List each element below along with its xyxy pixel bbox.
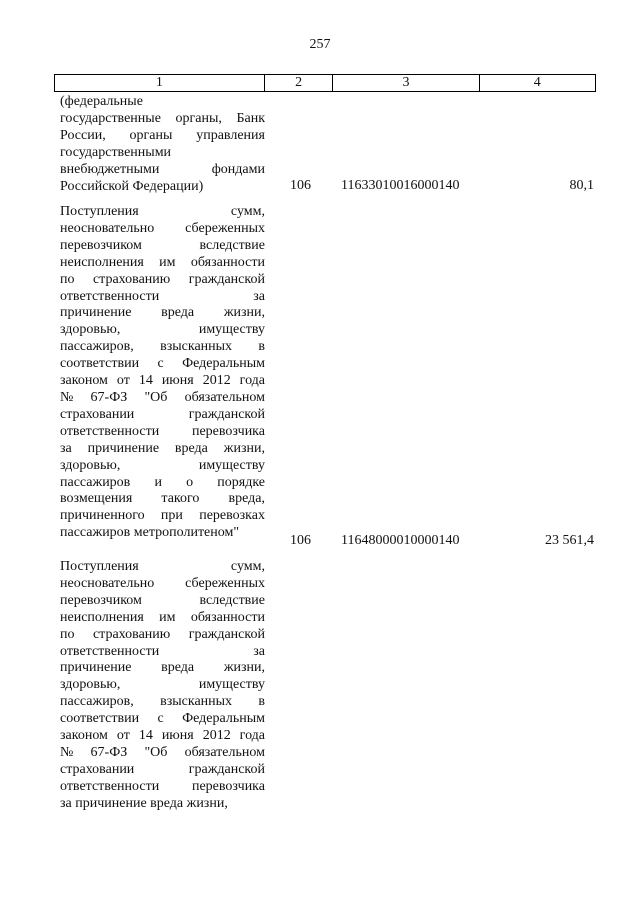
description-line: причинение вреда жизни, [60, 660, 265, 676]
row-code: 106 [290, 533, 311, 548]
description-line: за причинение вреда жизни, [60, 440, 265, 456]
description-line: законом от 14 июня 2012 года [60, 373, 265, 389]
description-line: здоровью, имуществу [60, 457, 265, 473]
description-line: пассажиров и о порядке [60, 474, 265, 490]
description-line: пассажиров, взысканных в [60, 694, 265, 710]
description-line: страховании гражданской [60, 406, 265, 422]
description-line: неисполнения им обязанности [60, 609, 265, 625]
row-kbk: 11648000010000140 [341, 533, 460, 548]
description-line: перевозчиком вследствие [60, 237, 265, 253]
description-line: № 67-ФЗ "Об обязательном [60, 389, 265, 405]
description-line: (федеральные [60, 94, 143, 109]
description-line: Поступления сумм, [60, 559, 265, 574]
row-amount: 23 561,4 [545, 533, 594, 548]
row-description [60, 559, 265, 813]
description-line: причиненного при перевозках [60, 508, 265, 524]
description-line: соответствии с Федеральным [60, 356, 265, 372]
description-line: государственными [60, 144, 172, 160]
description-line: здоровью, имуществу [60, 322, 265, 338]
description-line: № 67-ФЗ "Об обязательном [60, 744, 265, 760]
description-line: пассажиров метрополитеном" [60, 525, 240, 541]
description-line: ответственности перевозчика [60, 423, 265, 439]
description-line: внебюджетными фондами [60, 161, 265, 177]
description-line: ответственности за [60, 288, 265, 304]
description-line: неосновательно сбереженных [60, 220, 265, 236]
column-header-1: 1 [55, 75, 265, 92]
description-line: законом от 14 июня 2012 года [60, 728, 265, 744]
row-code: 106 [290, 178, 311, 193]
description-line: соответствии с Федеральным [60, 711, 265, 727]
column-header-4: 4 [479, 75, 595, 92]
column-header-2: 2 [264, 75, 333, 92]
description-line: причинение вреда жизни, [60, 305, 265, 321]
description-line: по страхованию гражданской [60, 271, 265, 287]
description-line: государственные органы, Банк [60, 110, 265, 126]
description-line: ответственности перевозчика [60, 778, 265, 794]
description-line: страховании гражданской [60, 761, 265, 777]
column-header-3: 3 [333, 75, 479, 92]
description-line: неосновательно сбереженных [60, 575, 265, 591]
page-number: 257 [309, 37, 331, 52]
description-line: ответственности за [60, 643, 265, 659]
column-header-row [54, 74, 596, 92]
description-line: за причинение вреда жизни, [60, 795, 228, 811]
description-line: Поступления сумм, [60, 204, 265, 219]
row-description [60, 204, 265, 542]
description-line: пассажиров, взысканных в [60, 339, 265, 355]
row-kbk: 11633010016000140 [341, 178, 460, 193]
row-amount: 80,1 [569, 178, 594, 193]
description-line: Российской Федерации) [60, 178, 204, 194]
description-line: по страхованию гражданской [60, 626, 265, 642]
description-line: возмещения такого вреда, [60, 491, 265, 507]
row-description [60, 94, 265, 195]
description-line: здоровью, имуществу [60, 677, 265, 693]
description-line: России, органы управления [60, 127, 265, 143]
description-line: перевозчиком вследствие [60, 592, 265, 608]
description-line: неисполнения им обязанности [60, 254, 265, 270]
